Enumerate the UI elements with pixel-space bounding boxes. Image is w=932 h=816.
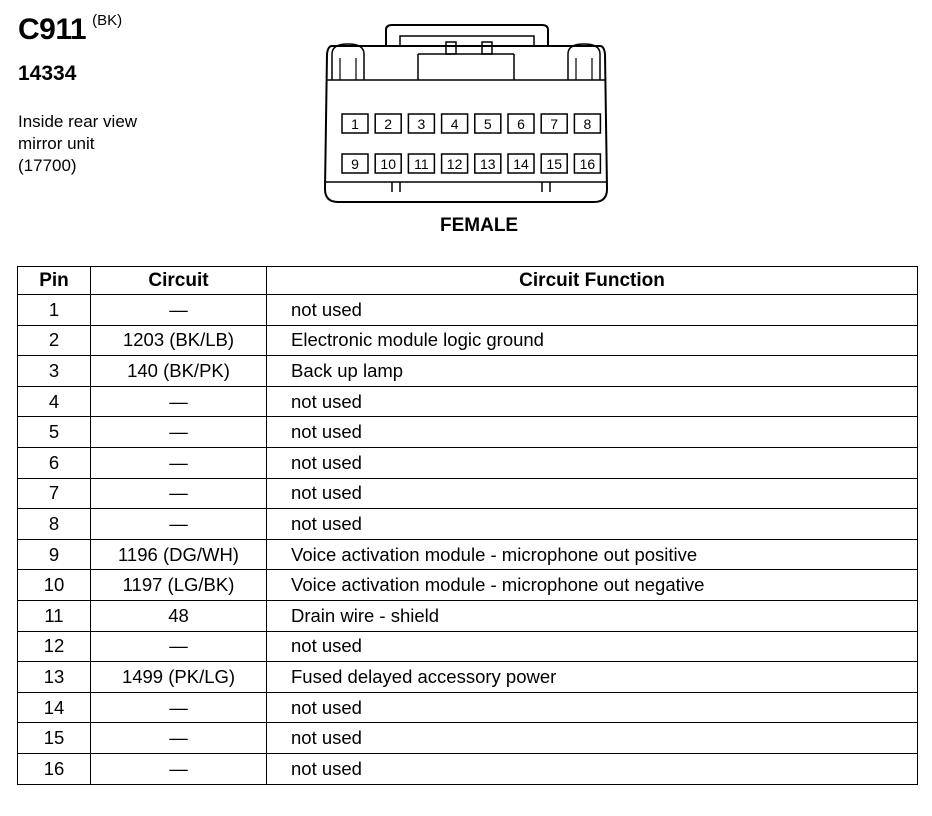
pin-number: 6: [517, 116, 525, 132]
table-row: [18, 539, 918, 570]
pin-number: 9: [351, 156, 359, 172]
pinout-table: [17, 266, 918, 785]
connector-face-diagram: [318, 24, 614, 210]
function-cell: not used: [267, 631, 918, 662]
pin-number: 7: [550, 116, 559, 132]
connector-color: (BK): [92, 12, 123, 29]
table-row: [18, 631, 918, 662]
circuit-cell: —: [91, 417, 267, 448]
table-row: [18, 447, 918, 478]
latch-window-right: [482, 42, 492, 54]
table-row: [18, 509, 918, 540]
table-row: [18, 753, 918, 784]
circuit-cell: —: [91, 295, 267, 326]
pin-number: 2: [384, 116, 393, 132]
circuit-cell: 1203 (BK/LB): [91, 325, 267, 356]
circuit-cell: 140 (BK/PK): [91, 356, 267, 387]
circuit-cell: —: [91, 753, 267, 784]
connector-gender: FEMALE: [440, 215, 519, 236]
pin-number: 11: [414, 156, 429, 172]
table-header-row: [18, 267, 918, 295]
circuit-cell: —: [91, 631, 267, 662]
pin-cell: 15: [18, 723, 91, 754]
pin-number: 3: [417, 116, 426, 132]
function-cell: not used: [267, 478, 918, 509]
function-cell: not used: [267, 723, 918, 754]
table-row: [18, 325, 918, 356]
function-cell: Voice activation module - microphone out negative: [267, 570, 918, 601]
location-line: mirror unit: [18, 134, 95, 153]
function-cell: not used: [267, 509, 918, 540]
connector-tower-left: [332, 44, 364, 80]
function-cell: Voice activation module - microphone out positive: [267, 539, 918, 570]
pin-cell: 10: [18, 570, 91, 601]
circuit-cell: —: [91, 509, 267, 540]
circuit-cell: —: [91, 692, 267, 723]
pin-cell: 8: [18, 509, 91, 540]
pin-cell: 11: [18, 600, 91, 631]
latch-window-left: [446, 42, 456, 54]
function-cell: not used: [267, 295, 918, 326]
pin-number: 14: [513, 156, 529, 172]
table-row: [18, 600, 918, 631]
pin-cell: 3: [18, 356, 91, 387]
table-row: [18, 386, 918, 417]
pin-number: 12: [446, 156, 463, 172]
function-cell: Fused delayed accessory power: [267, 662, 918, 693]
function-cell: Back up lamp: [267, 356, 918, 387]
pin-cell: 7: [18, 478, 91, 509]
table-row: [18, 478, 918, 509]
table-row: [18, 295, 918, 326]
pin-cell: 1: [18, 295, 91, 326]
location-line: Inside rear view: [18, 112, 138, 131]
circuit-cell: 1196 (DG/WH): [91, 539, 267, 570]
location-line: (17700): [18, 156, 77, 175]
function-cell: not used: [267, 692, 918, 723]
connector-location: [18, 111, 137, 177]
pin-cell: 5: [18, 417, 91, 448]
pin-number: 13: [480, 156, 496, 172]
circuit-cell: —: [91, 478, 267, 509]
connector-latch-inner: [400, 36, 534, 46]
pin-cell: 4: [18, 386, 91, 417]
pin-cell: 16: [18, 753, 91, 784]
function-cell: not used: [267, 417, 918, 448]
function-cell: Electronic module logic ground: [267, 325, 918, 356]
pin-cavities: [342, 114, 600, 173]
connector-header: [18, 12, 122, 47]
table-row: [18, 417, 918, 448]
pin-cell: 12: [18, 631, 91, 662]
pin-number: 4: [450, 116, 459, 132]
pin-number: 1: [351, 116, 359, 132]
pin-number: 16: [579, 156, 596, 172]
function-cell: not used: [267, 447, 918, 478]
part-number: 14334: [18, 62, 77, 85]
circuit-cell: —: [91, 386, 267, 417]
pin-cell: 2: [18, 325, 91, 356]
circuit-cell: 1499 (PK/LG): [91, 662, 267, 693]
function-cell: Drain wire - shield: [267, 600, 918, 631]
header-pin: Pin: [18, 267, 91, 295]
pin-cell: 6: [18, 447, 91, 478]
circuit-cell: 48: [91, 600, 267, 631]
connector-code: C911: [18, 13, 87, 46]
pin-number: 10: [380, 156, 396, 172]
table-row: [18, 692, 918, 723]
header-circuit-function: Circuit Function: [267, 267, 918, 295]
pin-number: 8: [583, 116, 592, 132]
pin-cell: 13: [18, 662, 91, 693]
pin-number: 5: [483, 116, 492, 132]
table-row: [18, 723, 918, 754]
table-row: [18, 570, 918, 601]
circuit-cell: —: [91, 447, 267, 478]
table-row: [18, 662, 918, 693]
pin-cell: 9: [18, 539, 91, 570]
pin-number: 15: [546, 156, 562, 172]
pin-cell: 14: [18, 692, 91, 723]
circuit-cell: —: [91, 723, 267, 754]
function-cell: not used: [267, 753, 918, 784]
connector-tower-right: [568, 44, 600, 80]
function-cell: not used: [267, 386, 918, 417]
table-row: [18, 356, 918, 387]
header-circuit: Circuit: [91, 267, 267, 295]
circuit-cell: 1197 (LG/BK): [91, 570, 267, 601]
